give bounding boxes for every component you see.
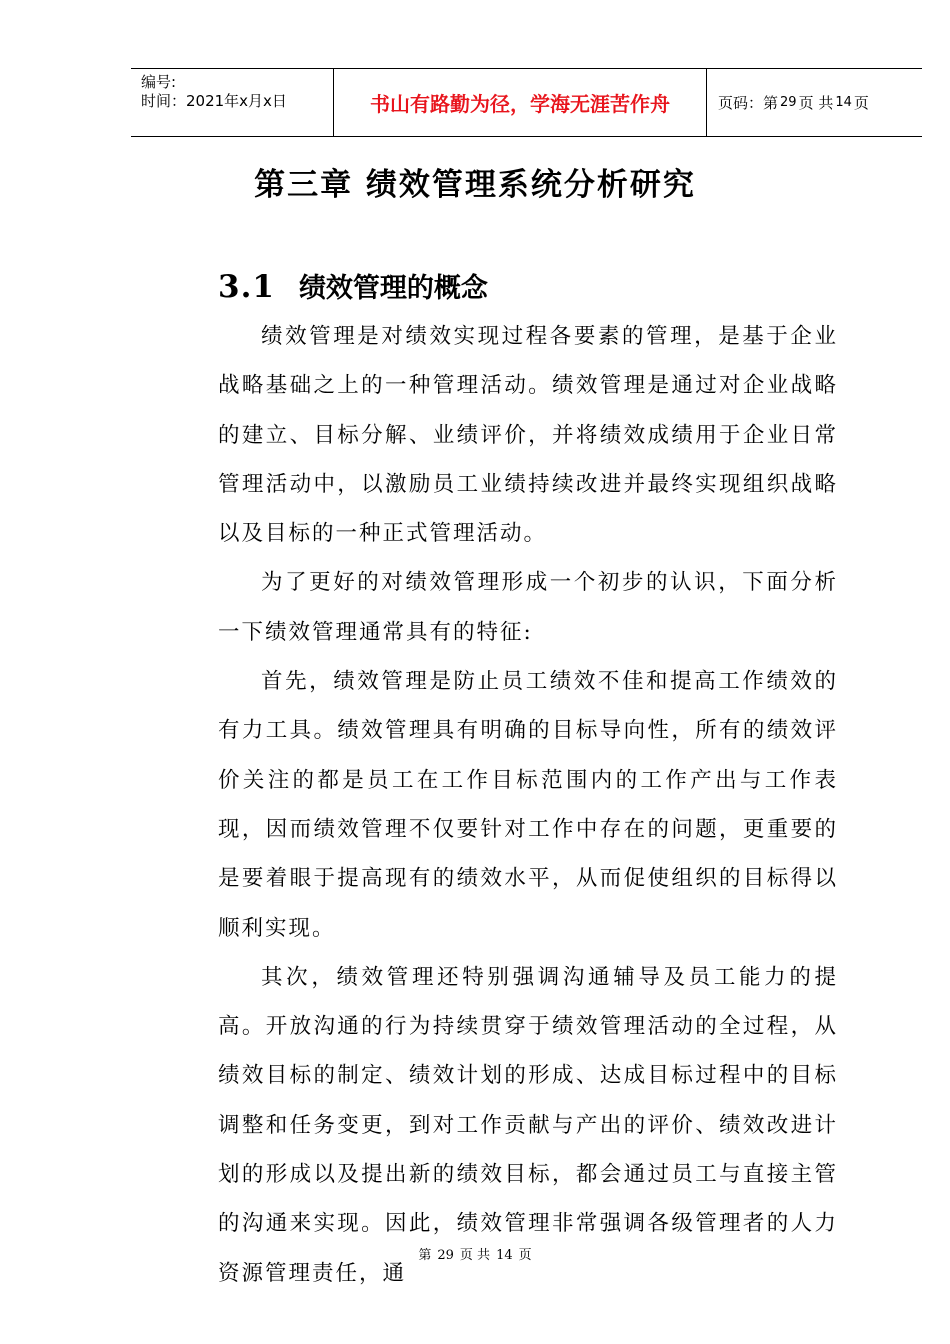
- page-suffix: 页: [853, 94, 869, 112]
- section-title: 绩效管理的概念: [298, 273, 488, 304]
- page-footer: [0, 1246, 950, 1266]
- page-total: 14: [835, 95, 852, 110]
- page-header: [131, 68, 922, 137]
- paragraph: 为了更好的对绩效管理形成一个初步的认识，下面分析一下绩效管理通常具有的特征:: [218, 570, 838, 645]
- header-motto: 书山有路勤为径，学海无涯苦作舟: [334, 69, 707, 136]
- header-meta: [131, 69, 334, 136]
- section-number: 3.1: [218, 269, 275, 305]
- page-current: 29: [780, 95, 797, 110]
- footer-mid: 页 共: [459, 1248, 491, 1263]
- footer-total: 14: [496, 1248, 513, 1263]
- chapter-title: 第三章 绩效管理系统分析研究: [254, 167, 696, 203]
- footer-prefix: 第: [418, 1248, 432, 1263]
- section-heading: [218, 262, 488, 314]
- paragraph: 绩效管理是对绩效实现过程各要素的管理，是基于企业战略基础之上的一种管理活动。绩效管理是通过对企业战略的建立、目标分解、业绩评价，并将绩效成绩用于企业日常管理活动中，以激励员工业绩持续改进并最终实现组织战略以及目标的一种正式管理活动。: [218, 324, 838, 547]
- page-prefix: 页码：第: [718, 94, 779, 112]
- time-label: 时间：2021年x月x日: [141, 92, 287, 110]
- header-page-number: [707, 69, 922, 136]
- paragraph: 首先，绩效管理是防止员工绩效不佳和提高工作绩效的有力工具。绩效管理具有明确的目标导向性，所有的绩效评价关注的都是员工在工作目标范围内的工作产出与工作表现，因而绩效管理不仅要针对工作中存在的问题，更重要的是要着眼于提高现有的绩效水平，从而促使组织的目标得以顺利实现。: [218, 669, 838, 941]
- body-text: [218, 312, 838, 1298]
- page-mid: 页 共: [798, 94, 834, 112]
- paragraph: 其次，绩效管理还特别强调沟通辅导及员工能力的提高。开放沟通的行为持续贯穿于绩效管理活动的全过程，从绩效目标的制定、绩效计划的形成、达成目标过程中的目标调整和任务变更，到对工作贡献与产出的评价、绩效改进计划的形成以及提出新的绩效目标，都会通过员工与直接主管的沟通来实现。因此，绩效管理非常强调各级管理者的人力资源管理责任，通: [218, 964, 838, 1286]
- footer-current: 29: [437, 1248, 454, 1263]
- footer-suffix: 页: [518, 1248, 532, 1263]
- code-label: 编号:: [141, 73, 177, 91]
